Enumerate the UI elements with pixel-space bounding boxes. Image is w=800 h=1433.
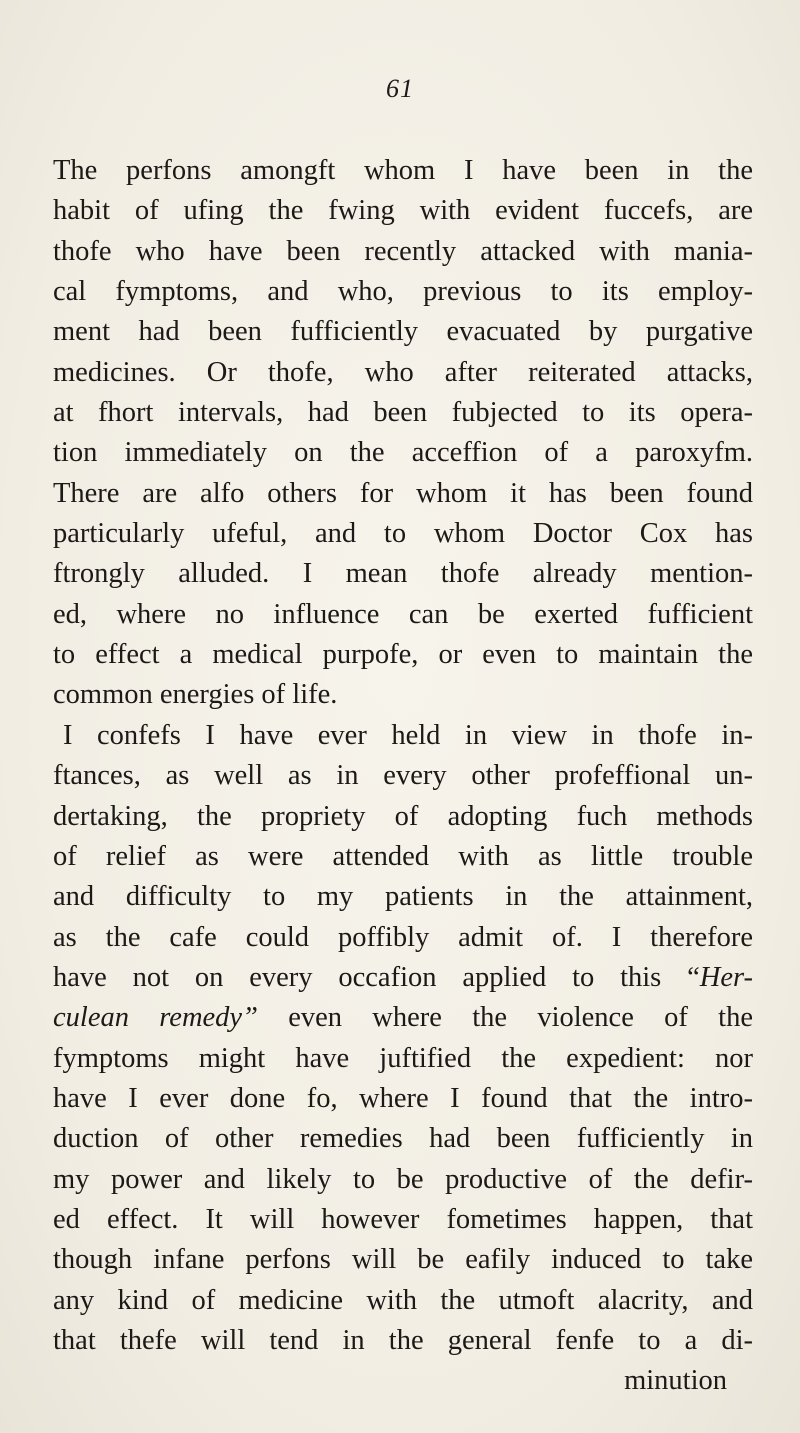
- text-line: cal fymptoms, and who, previous to its employ-: [53, 276, 753, 308]
- text-line: and difficulty to my patients in the attainment,: [53, 881, 753, 913]
- text-line: though infane perfons will be eafily induced to take: [53, 1244, 753, 1276]
- text-line: [53, 998, 753, 1038]
- text-line-part: even where the violence of the: [288, 1002, 753, 1034]
- text-line: my power and likely to be productive of the defir-: [53, 1163, 753, 1195]
- text-line-part: have not on every occafion applied to this “: [53, 961, 700, 993]
- text-line: thofe who have been recently attacked with mania-: [53, 235, 753, 267]
- text-line: have I ever done fo, where I found that the intro-: [53, 1082, 753, 1114]
- italic-phrase: culean remedy”: [53, 1002, 258, 1034]
- text-line: duction of other remedies had been fufficiently in: [53, 1123, 753, 1155]
- text-line: that thefe will tend in the general fenfe to a di-: [53, 1324, 753, 1356]
- text-line: ftances, as well as in every other profeffional un-: [53, 760, 753, 792]
- text-line: ftrongly alluded. I mean thofe already mention-: [53, 558, 753, 590]
- text-line: as the cafe could poffibly admit of. I therefore: [53, 921, 753, 953]
- text-line: dertaking, the propriety of adopting fuch methods: [53, 800, 753, 832]
- text-line: to effect a medical purpofe, or even to maintain the: [53, 639, 753, 671]
- text-line: at fhort intervals, had been fubjected to its opera-: [53, 397, 753, 429]
- italic-phrase: Her-: [699, 961, 753, 993]
- text-line: medicines. Or thofe, who after reiterated attacks,: [53, 356, 753, 388]
- text-line: [53, 958, 753, 998]
- text-line: The perfons amongft whom I have been in the: [53, 155, 753, 186]
- text-line: There are alfo others for whom it has been found: [53, 477, 753, 509]
- text-line: of relief as were attended with as little trouble: [53, 840, 753, 872]
- text-line: particularly ufeful, and to whom Doctor Cox has: [53, 518, 753, 550]
- text-line: habit of ufing the fwing with evident fuccefs, are: [53, 195, 753, 227]
- text-line: ment had been fufficiently evacuated by purgative: [53, 316, 753, 348]
- text-line: fymptoms might have juftified the expedient: nor: [53, 1042, 753, 1074]
- text-line: I confefs I have ever held in view in thofe in-: [63, 719, 753, 751]
- page-number: 61: [386, 74, 414, 103]
- text-line: any kind of medicine with the utmoft alacrity, and: [53, 1284, 753, 1316]
- catchword: minution: [624, 1365, 727, 1397]
- text-line: ed, where no influence can be exerted fufficient: [53, 598, 753, 630]
- body-text: [53, 151, 753, 1402]
- text-line: ed effect. It will however fometimes happen, that: [53, 1203, 753, 1235]
- text-line: tion immediately on the acceffion of a paroxyfm.: [53, 437, 753, 469]
- text-line: common energies of life.: [53, 679, 338, 711]
